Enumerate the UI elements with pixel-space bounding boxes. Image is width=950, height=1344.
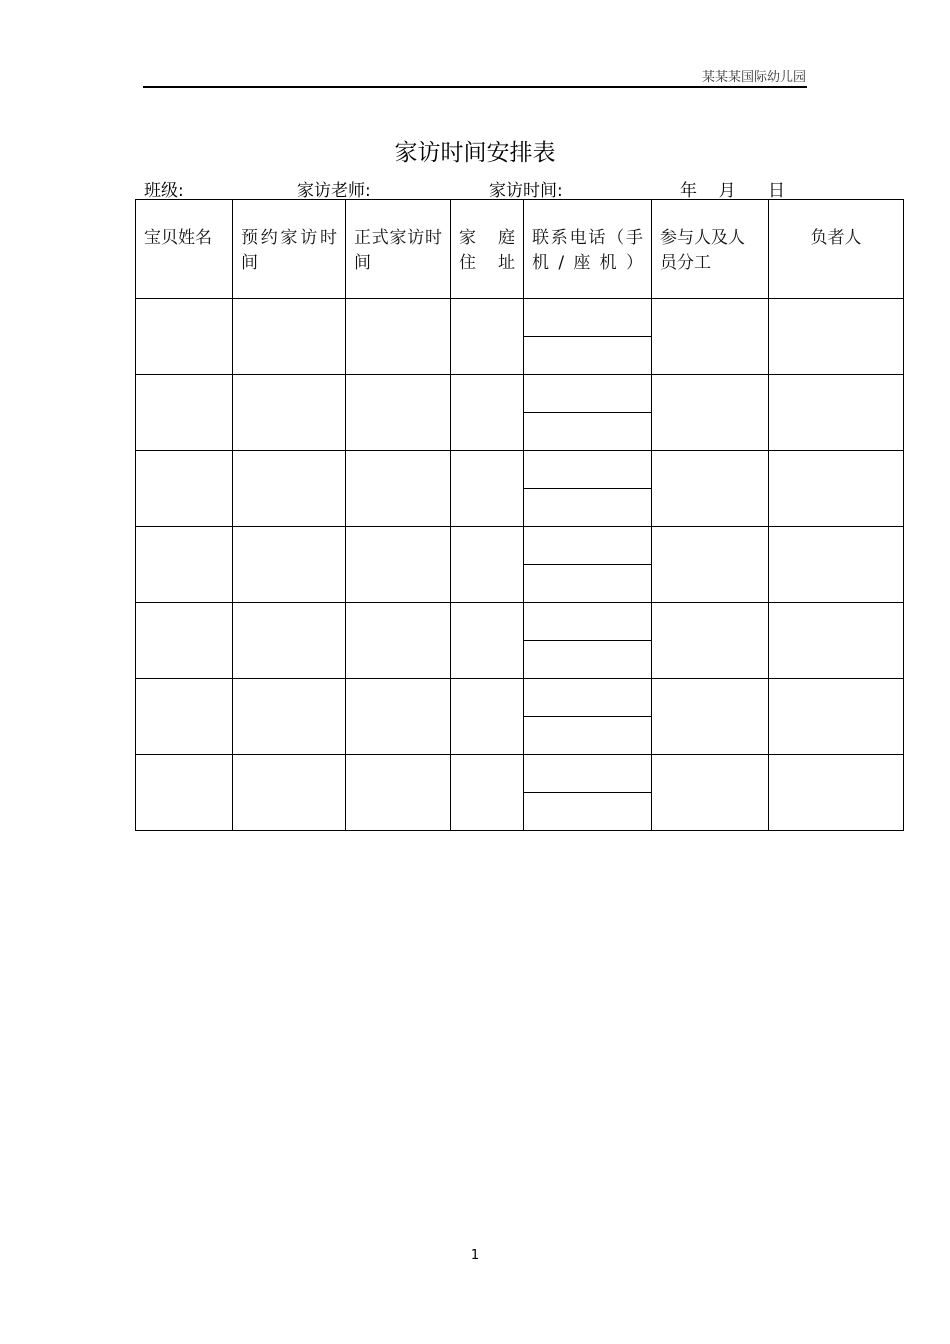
header-participants: 参与人及人员分工	[652, 200, 769, 299]
mobile-phone-cell[interactable]	[524, 679, 652, 717]
formal-time-cell[interactable]	[346, 299, 451, 375]
address-cell[interactable]	[451, 451, 524, 527]
mobile-phone-cell[interactable]	[524, 375, 652, 413]
mobile-phone-cell[interactable]	[524, 299, 652, 337]
address-cell[interactable]	[451, 679, 524, 755]
participants-cell[interactable]	[652, 679, 769, 755]
person-in-charge-cell[interactable]	[769, 375, 904, 451]
teacher-label: 家访老师:	[297, 181, 371, 201]
booked-time-cell[interactable]	[233, 527, 346, 603]
mobile-phone-cell[interactable]	[524, 603, 652, 641]
name-cell[interactable]	[136, 603, 233, 679]
participants-cell[interactable]	[652, 527, 769, 603]
address-cell[interactable]	[451, 527, 524, 603]
table-row	[136, 755, 904, 793]
address-cell[interactable]	[451, 603, 524, 679]
formal-time-cell[interactable]	[346, 755, 451, 831]
booked-time-cell[interactable]	[233, 299, 346, 375]
header-rule	[143, 86, 807, 88]
person-in-charge-cell[interactable]	[769, 755, 904, 831]
formal-time-cell[interactable]	[346, 527, 451, 603]
address-cell[interactable]	[451, 299, 524, 375]
landline-phone-cell[interactable]	[524, 565, 652, 603]
name-cell[interactable]	[136, 451, 233, 527]
name-cell[interactable]	[136, 527, 233, 603]
booked-time-cell[interactable]	[233, 375, 346, 451]
landline-phone-cell[interactable]	[524, 337, 652, 375]
table-row	[136, 375, 904, 413]
table-header-row	[136, 200, 904, 299]
document-title: 家访时间安排表	[394, 140, 556, 166]
mobile-phone-cell[interactable]	[524, 451, 652, 489]
name-cell[interactable]	[136, 755, 233, 831]
table-row	[136, 679, 904, 717]
booked-time-cell[interactable]	[233, 679, 346, 755]
person-in-charge-cell[interactable]	[769, 679, 904, 755]
header-booked-visit-time: 预约家访时间	[233, 200, 346, 299]
mobile-phone-cell[interactable]	[524, 755, 652, 793]
landline-phone-cell[interactable]	[524, 489, 652, 527]
name-cell[interactable]	[136, 679, 233, 755]
mobile-phone-cell[interactable]	[524, 527, 652, 565]
table-row	[136, 527, 904, 565]
formal-time-cell[interactable]	[346, 451, 451, 527]
person-in-charge-cell[interactable]	[769, 527, 904, 603]
person-in-charge-cell[interactable]	[769, 603, 904, 679]
formal-time-cell[interactable]	[346, 603, 451, 679]
address-cell[interactable]	[451, 375, 524, 451]
landline-phone-cell[interactable]	[524, 413, 652, 451]
page-number: 1	[470, 1248, 480, 1263]
participants-cell[interactable]	[652, 299, 769, 375]
header-child-name: 宝贝姓名	[136, 200, 233, 299]
table-body	[136, 299, 904, 831]
booked-time-cell[interactable]	[233, 451, 346, 527]
booked-time-cell[interactable]	[233, 603, 346, 679]
participants-cell[interactable]	[652, 375, 769, 451]
name-cell[interactable]	[136, 299, 233, 375]
header-contact-phone: 联系电话（手机/座机）	[524, 200, 652, 299]
class-label: 班级:	[144, 181, 184, 201]
header-formal-visit-time: 正式家访时间	[346, 200, 451, 299]
table-row	[136, 451, 904, 489]
landline-phone-cell[interactable]	[524, 793, 652, 831]
header-home-address: 家 庭住址	[451, 200, 524, 299]
formal-time-cell[interactable]	[346, 375, 451, 451]
participants-cell[interactable]	[652, 603, 769, 679]
landline-phone-cell[interactable]	[524, 641, 652, 679]
booked-time-cell[interactable]	[233, 755, 346, 831]
landline-phone-cell[interactable]	[524, 717, 652, 755]
date-label: 年 月 日	[680, 181, 786, 201]
formal-time-cell[interactable]	[346, 679, 451, 755]
person-in-charge-cell[interactable]	[769, 451, 904, 527]
participants-cell[interactable]	[652, 451, 769, 527]
home-visit-schedule-table	[135, 199, 904, 831]
name-cell[interactable]	[136, 375, 233, 451]
address-cell[interactable]	[451, 755, 524, 831]
header-kindergarten-name: 某某某国际幼儿园	[701, 70, 806, 85]
table-row	[136, 603, 904, 641]
participants-cell[interactable]	[652, 755, 769, 831]
table-row	[136, 299, 904, 337]
person-in-charge-cell[interactable]	[769, 299, 904, 375]
header-person-in-charge: 负者人	[769, 200, 904, 299]
visit-time-label: 家访时间:	[489, 181, 563, 201]
